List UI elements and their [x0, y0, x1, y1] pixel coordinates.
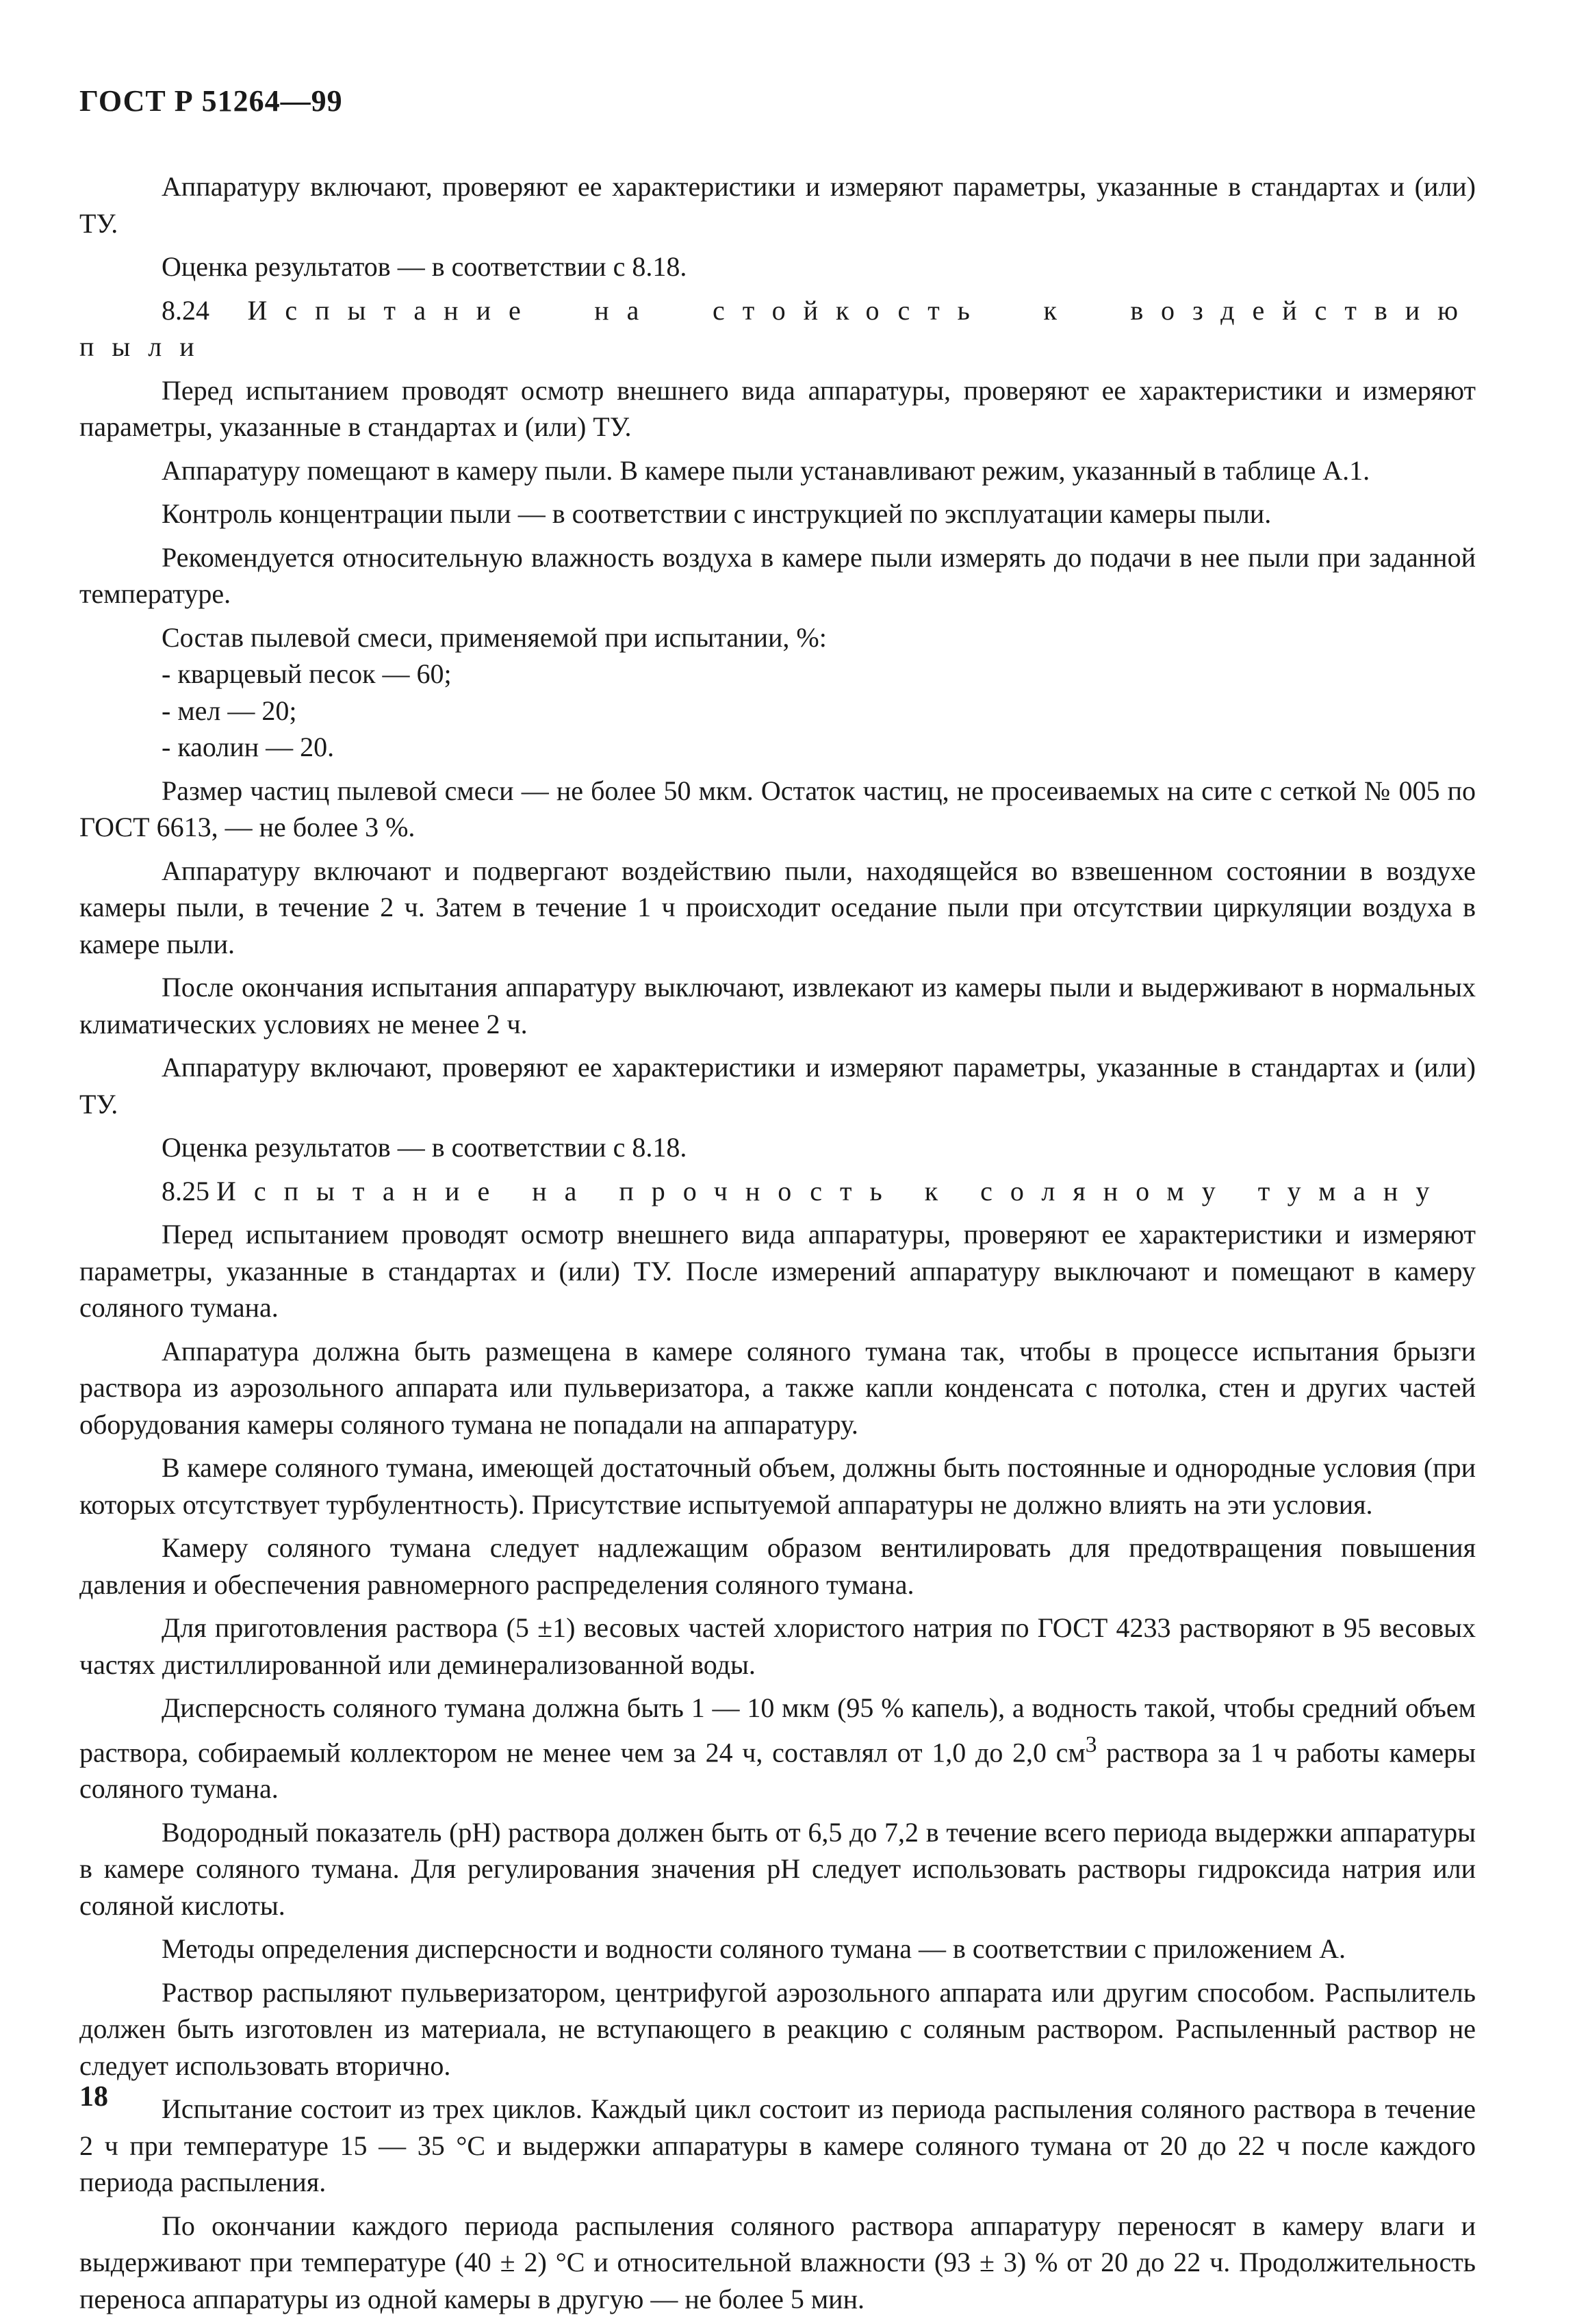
paragraph: Перед испытанием проводят осмотр внешнего вида аппаратуры, проверяют ее характеристики и измеряют параметры, указанные в стандартах и (или) ТУ. После измерений аппаратуру выключают и помещают в камеру соляного тумана.: [79, 1219, 1476, 1323]
paragraph: Контроль концентрации пыли — в соответствии с инструкцией по эксплуатации камеры пыли.: [162, 498, 1272, 529]
paragraph: Аппаратуру включают, проверяют ее характеристики и измеряют параметры, указанные в стандартах и (или) ТУ.: [79, 1052, 1476, 1120]
paragraph: Состав пылевой смеси, применяемой при испытании, %:: [162, 621, 827, 653]
paragraph: Методы определения дисперсности и водности соляного тумана — в соответствии с приложением А.: [162, 1933, 1346, 1965]
list-item: - мел — 20;: [162, 695, 297, 726]
paragraph: Аппаратуру включают, проверяют ее характеристики и измеряют параметры, указанные в стандартах и (или) ТУ.: [79, 171, 1476, 239]
paragraph: Размер частиц пылевой смеси — не более 50 мкм. Остаток частиц, не просеиваемых на сите с сеткой № 005 по ГОСТ 6613, — не более 3 %.: [79, 775, 1476, 842]
paragraph: Перед испытанием проводят осмотр внешнего вида аппаратуры, проверяют ее характеристики и измеряют параметры, указанные в стандартах и (или) ТУ.: [79, 374, 1476, 442]
document-body: [79, 168, 1476, 2324]
paragraph: Оценка результатов — в соответствии с 8.18.: [162, 251, 687, 282]
paragraph: Водородный показатель (рН) раствора должен быть от 6,5 до 7,2 в течение всего периода выдержки аппаратуры в камере соляного тумана. Для регулирования значения рН следует использовать растворы гидроксида натрия или соляной кислоты.: [79, 1816, 1476, 1921]
paragraph: Для приготовления раствора (5 ±1) весовых частей хлористого натрия по ГОСТ 4233 растворяют в 95 весовых частях дистиллированной или деминерализованной воды.: [79, 1612, 1476, 1680]
section-heading-8-24: [79, 292, 1476, 365]
paragraph: Раствор распыляют пульверизатором, центрифугой аэрозольного аппарата или другим способом. Распылитель должен быть изготовлен из материала, не вступающего в реакцию с соляным раствором. Распыленный раствор не следует использовать вторично.: [79, 1976, 1476, 2081]
text-run: Дисперсность соляного тумана должна быть 1 — 10 мкм (95 % капель), а водность такой, чтобы средний объем раствора, собираемый коллектором не менее чем за 24 ч, составлял от 1,0 до 2,0 см: [79, 1692, 1476, 1768]
paragraph: Рекомендуется относительную влажность воздуха в камере пыли измерять до подачи в нее пыли при заданной температуре.: [79, 541, 1476, 609]
paragraph: Аппаратуру помещают в камеру пыли. В камере пыли устанавливают режим, указанный в таблице А.1.: [162, 454, 1370, 486]
section-number: 8.24: [162, 294, 209, 326]
section-heading-8-25: [79, 1173, 1476, 1210]
paragraph: Аппаратуру включают и подвергают воздействию пыли, находящейся во взвешенном состоянии в воздухе камеры пыли, в течение 2 ч. Затем в течение 1 ч происходит оседание пыли при отсутствии циркуляции воздуха в камере пыли.: [79, 855, 1476, 959]
section-title: Испытание на стойкость к воздействию пыли: [79, 294, 1476, 362]
paragraph: Испытание состоит из трех циклов. Каждый цикл состоит из периода распыления соляного раствора в течение 2 ч при температуре 15 — 35 °С и выдержки аппаратуры в камере соляного тумана от 20 до 22 ч после каждого периода распыления.: [79, 2093, 1476, 2198]
paragraph: Аппаратура должна быть размещена в камере соляного тумана так, чтобы в процессе испытания брызги раствора из аэрозольного аппарата или пульверизатора, а также капли конденсата с потолка, стен и других частей оборудования камеры соляного тумана не попадали на аппаратуру.: [79, 1335, 1476, 1440]
page-number: 18: [79, 2081, 108, 2113]
paragraph: В камере соляного тумана, имеющей достаточный объем, должны быть постоянные и однородные условия (при которых отсутствует турбулентность). Присутствие испытуемой аппаратуры не должно влиять на эти условия.: [79, 1452, 1476, 1520]
superscript: 3: [1085, 1731, 1097, 1757]
section-number: 8.25: [162, 1175, 209, 1206]
section-title: Испытание на прочность к соляному туману: [216, 1175, 1448, 1206]
paragraph: Камеру соляного тумана следует надлежащим образом вентилировать для предотвращения повышения давления и обеспечения равномерного распределения соляного тумана.: [79, 1532, 1476, 1600]
paragraph: По окончании каждого периода распыления соляного раствора аппаратуру переносят в камеру влаги и выдерживают при температуре (40 ± 2) °С и относительной влажности (93 ± 3) % от 20 до 22 ч. Продолжительность переноса аппаратуры из одной камеры в другую — не более 5 мин.: [79, 2210, 1476, 2314]
text-run: раствора за 1 ч работы камеры соляного тумана.: [79, 1736, 1476, 1805]
document-header: ГОСТ Р 51264—99: [79, 84, 343, 118]
paragraph: [79, 1690, 1476, 1807]
list-item: - каолин — 20.: [162, 732, 335, 762]
list-item: - кварцевый песок — 60;: [162, 658, 452, 689]
paragraph: После окончания испытания аппаратуру выключают, извлекают из камеры пыли и выдерживают в нормальных климатических условиях не менее 2 ч.: [79, 972, 1476, 1040]
paragraph: Оценка результатов — в соответствии с 8.18.: [162, 1132, 687, 1163]
